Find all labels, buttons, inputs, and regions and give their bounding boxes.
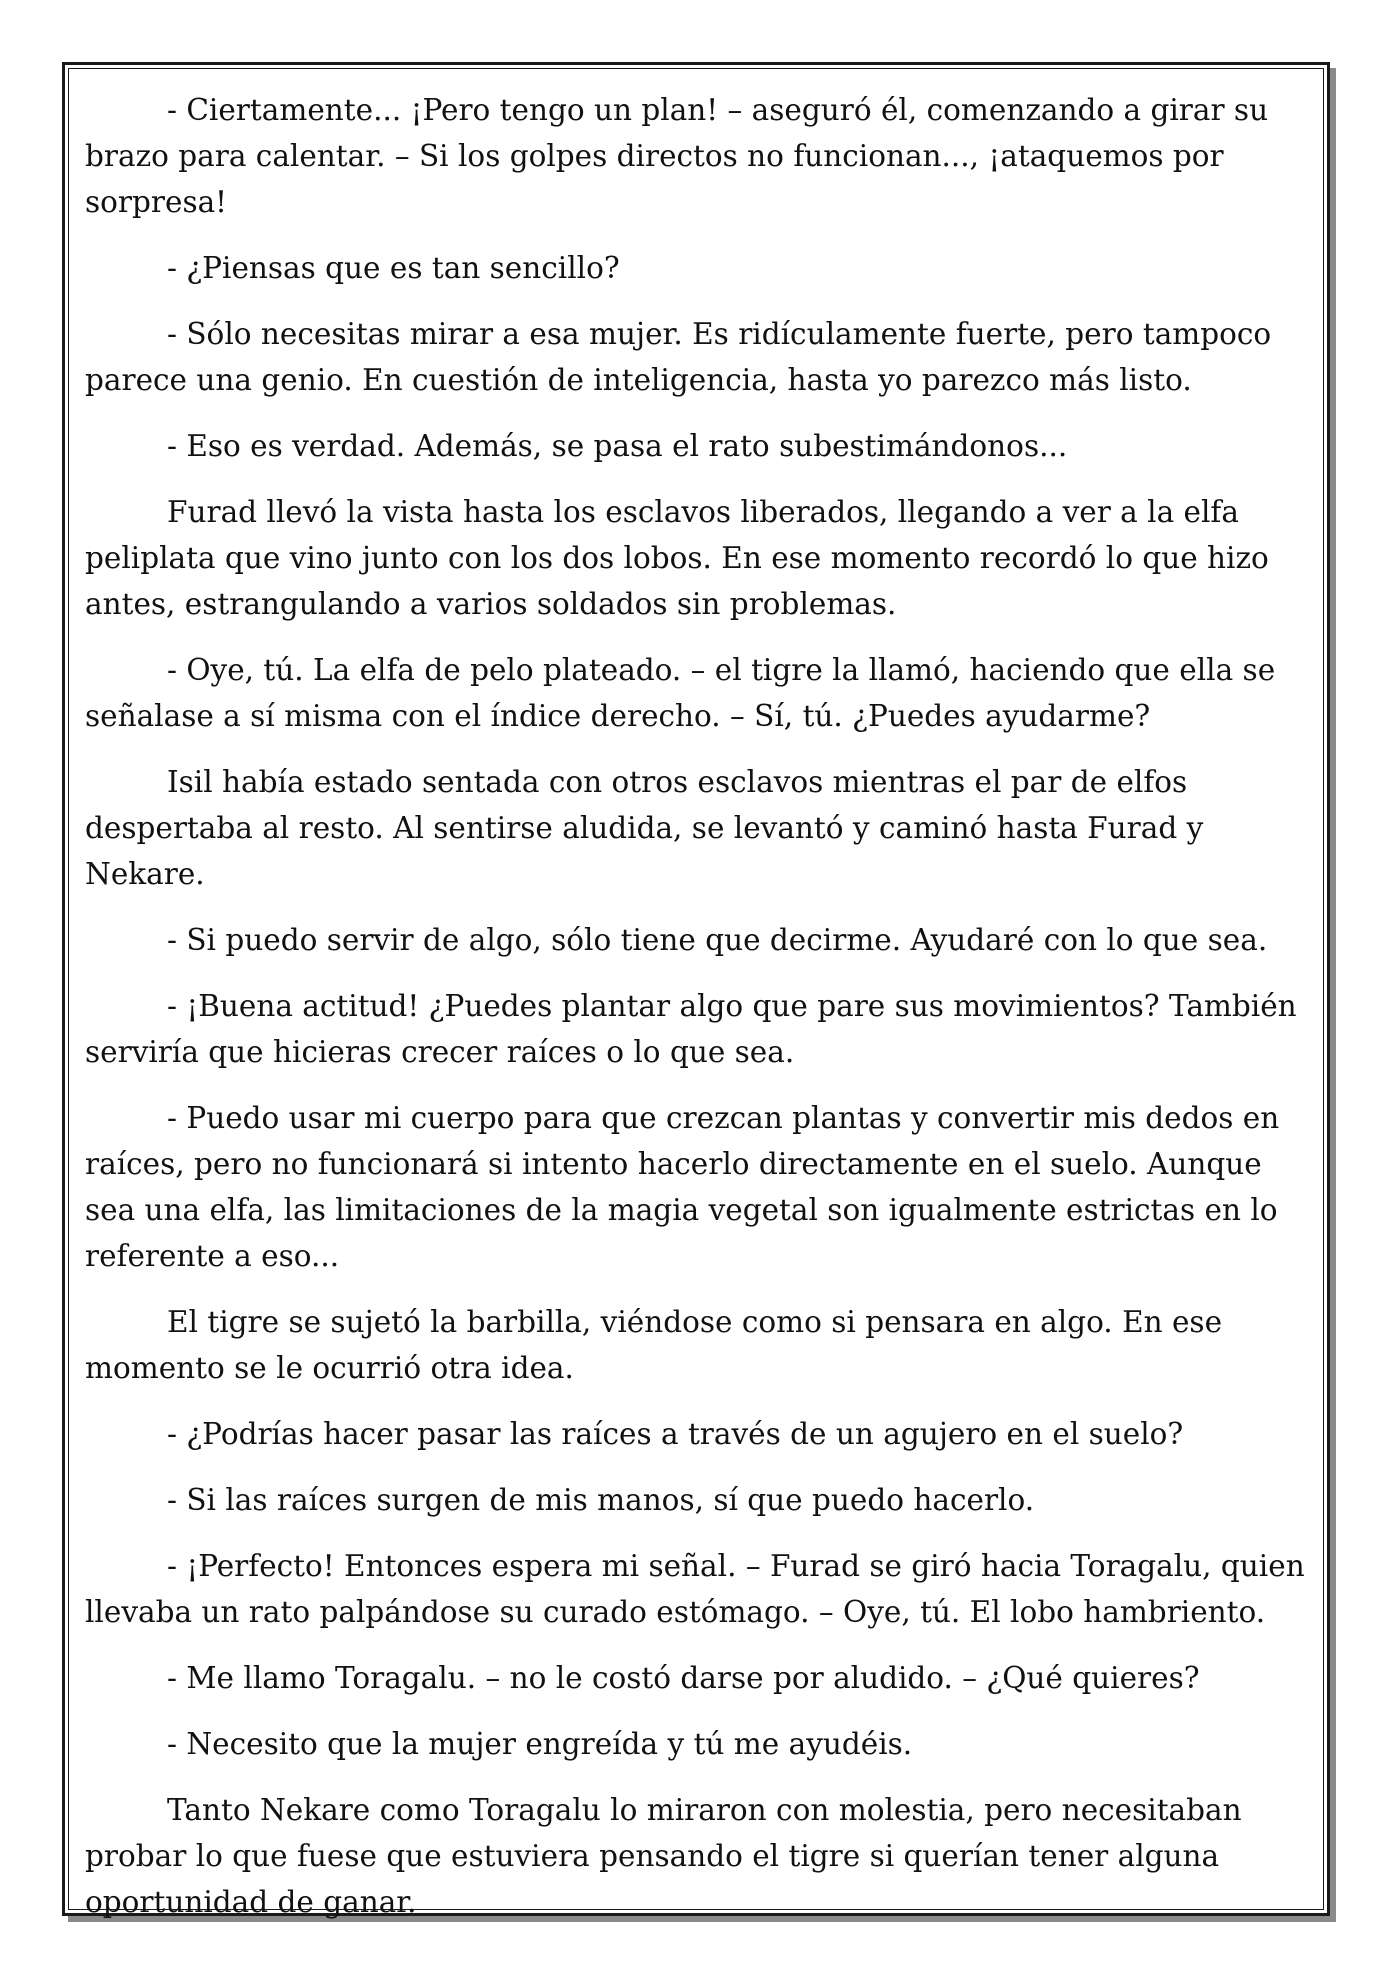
paragraph-14: - ¡Perfecto! Entonces espera mi señal. – Furad se giró hacia Toragalu, quien llevaba un rato palpándose su curado estómago. – Oye, tú. El lobo hambriento.	[85, 1549, 1305, 1629]
paragraph-13: - Si las raíces surgen de mis manos, sí que puedo hacerlo.	[167, 1483, 1035, 1517]
paragraph-15: - Me llamo Toragalu. – no le costó darse por aludido. – ¿Qué quieres?	[167, 1661, 1200, 1695]
paragraph-6: - Oye, tú. La elfa de pelo plateado. – el tigre la llamó, haciendo que ella se señalase a sí misma con el índice derecho. – Sí, tú. ¿Puedes ayudarme?	[85, 653, 1276, 733]
paragraph-7: Isil había estado sentada con otros esclavos mientras el par de elfos despertaba al resto. Al sentirse aludida, se levantó y caminó hasta Furad y Nekare.	[85, 765, 1204, 891]
page-frame	[62, 62, 1330, 1919]
paragraph-9: - ¡Buena actitud! ¿Puedes plantar algo que pare sus movimientos? También serviría que hicieras crecer raíces o lo que sea.	[85, 989, 1297, 1069]
paragraph-1: - Ciertamente... ¡Pero tengo un plan! – aseguró él, comenzando a girar su brazo para calentar. – Si los golpes directos no funcionan..., ¡ataquemos por sorpresa!	[85, 93, 1269, 219]
paragraph-17: Tanto Nekare como Toragalu lo miraron con molestia, pero necesitaban probar lo que fuese que estuviera pensando el tigre si querían tener alguna oportunidad de ganar.	[85, 1793, 1242, 1919]
paragraph-10: - Puedo usar mi cuerpo para que crezcan plantas y convertir mis dedos en raíces, pero no funcionará si intento hacerlo directamente en el suelo. Aunque sea una elfa, las limitaciones de la magia vegetal son igualmente estrictas en lo referente a eso...	[85, 1101, 1280, 1273]
paragraph-3: - Sólo necesitas mirar a esa mujer. Es ridículamente fuerte, pero tampoco parece una genio. En cuestión de inteligencia, hasta yo parezco más listo.	[85, 317, 1272, 397]
paragraph-16: - Necesito que la mujer engreída y tú me ayudéis.	[167, 1727, 913, 1761]
paragraph-5: Furad llevó la vista hasta los esclavos liberados, llegando a ver a la elfa peliplata que vino junto con los dos lobos. En ese momento recordó lo que hizo antes, estrangulando a varios soldados sin problemas.	[85, 495, 1269, 621]
paragraph-8: - Si puedo servir de algo, sólo tiene que decirme. Ayudaré con lo que sea.	[167, 923, 1268, 957]
document-body	[85, 87, 1315, 1945]
paragraph-12: - ¿Podrías hacer pasar las raíces a través de un agujero en el suelo?	[167, 1417, 1184, 1451]
paragraph-4: - Eso es verdad. Además, se pasa el rato subestimándonos...	[167, 429, 1068, 463]
paragraph-11: El tigre se sujetó la barbilla, viéndose como si pensara en algo. En ese momento se le ocurrió otra idea.	[85, 1305, 1223, 1385]
paragraph-2: - ¿Piensas que es tan sencillo?	[167, 251, 620, 285]
